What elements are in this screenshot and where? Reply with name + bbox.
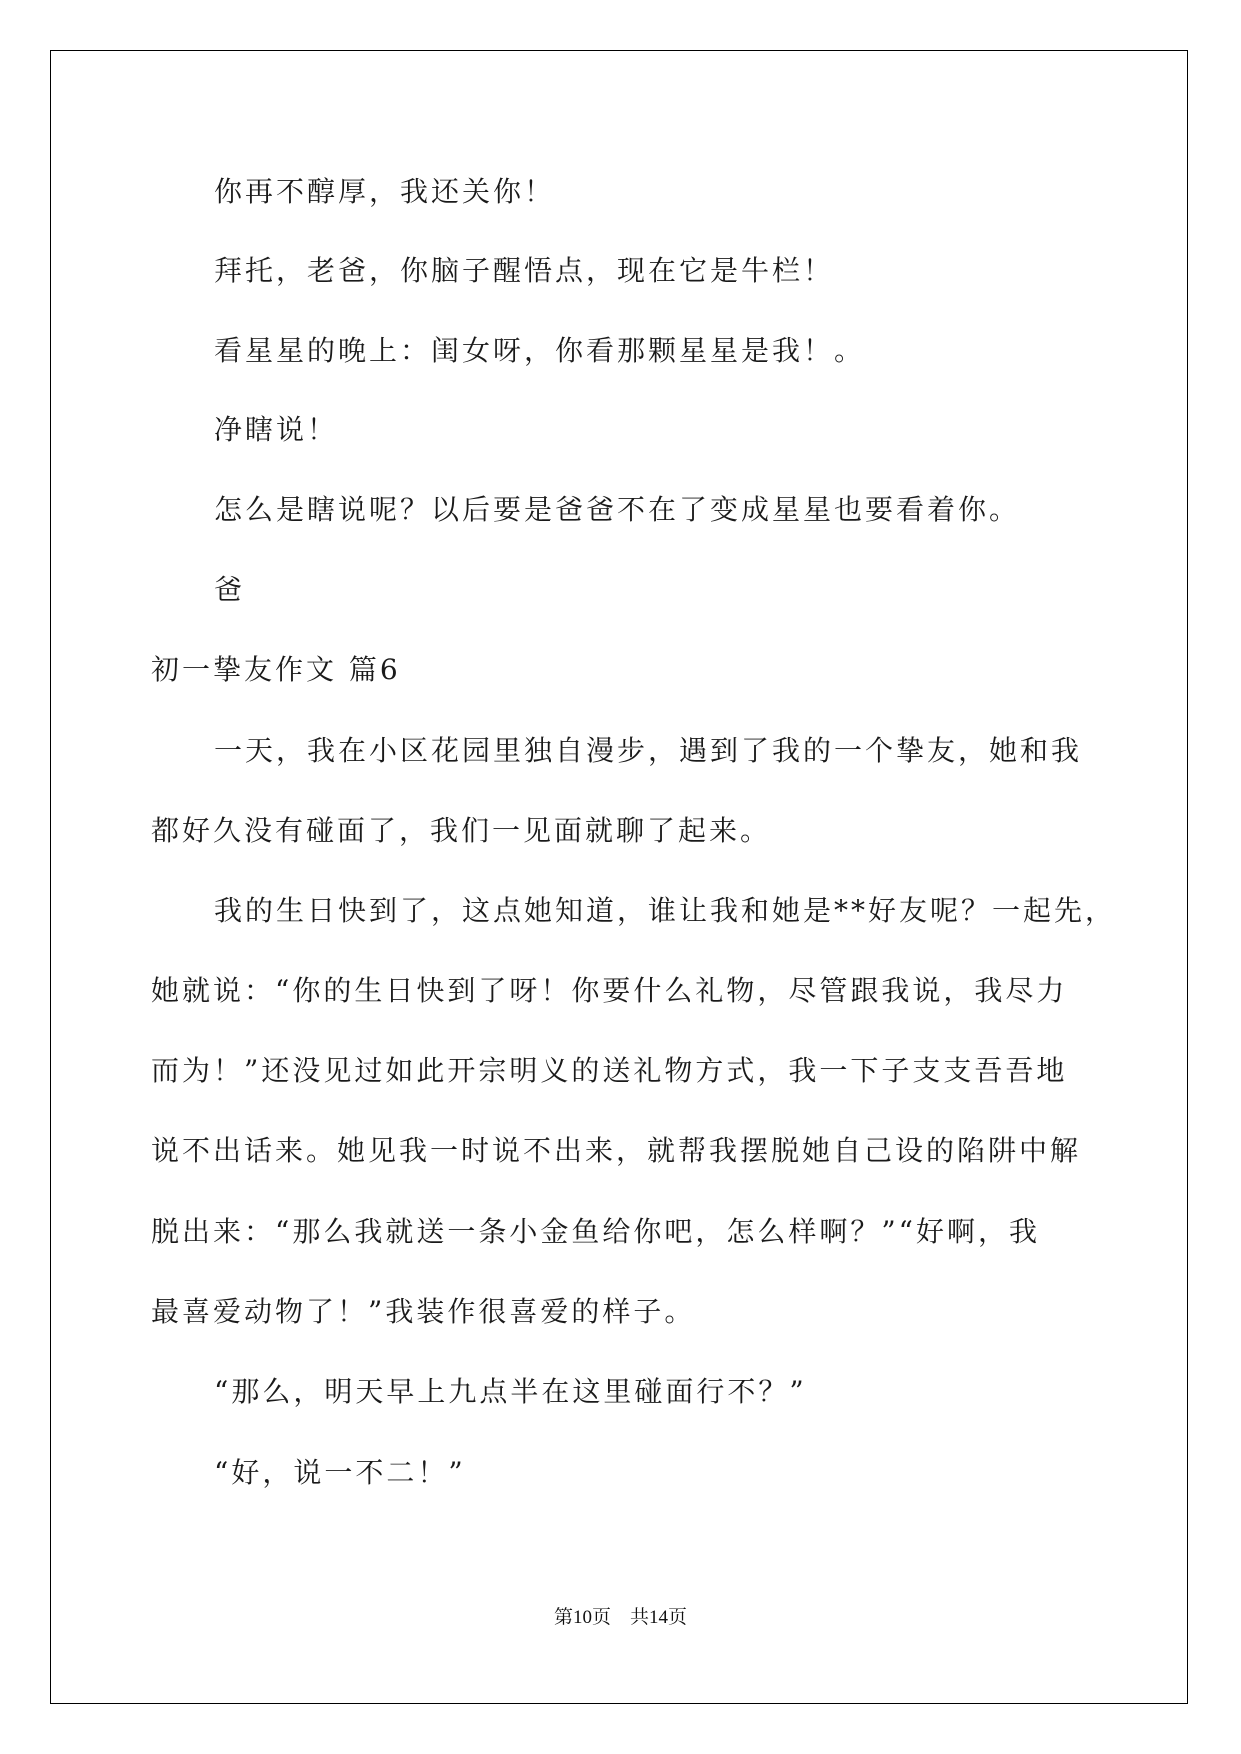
- text-line: 说不出话来。她见我一时说不出来，就帮我摆脱她自己设的陷阱中解: [151, 1134, 1082, 1167]
- text-line: 都好久没有碰面了，我们一见面就聊了起来。: [151, 814, 772, 847]
- page-footer: [0, 1602, 1241, 1629]
- section-heading: 初一挚友作文 篇6: [151, 653, 401, 686]
- text-line: 你再不醇厚，我还关你！: [214, 175, 556, 208]
- text-line: 一天，我在小区花园里独自漫步，遇到了我的一个挚友，她和我: [214, 734, 1083, 767]
- text-line: “那么，明天早上九点半在这里碰面行不？”: [214, 1375, 807, 1408]
- text-line: 看星星的晚上：闺女呀，你看那颗星星是我！。: [214, 334, 866, 367]
- text-line: “好，说一不二！”: [214, 1456, 466, 1489]
- text-line: 而为！”还没见过如此开宗明义的送礼物方式，我一下子支支吾吾地: [151, 1054, 1068, 1087]
- page-number: 第10页 共14页: [553, 1607, 687, 1628]
- text-line: 脱出来：“那么我就送一条小金鱼给你吧，怎么样啊？”“好啊，我: [151, 1215, 1040, 1248]
- text-line: 最喜爱动物了！”我装作很喜爱的样子。: [151, 1295, 696, 1328]
- text-line: 净瞎说！: [214, 413, 339, 446]
- text-line: 爸: [214, 573, 246, 606]
- text-line: 怎么是瞎说呢？以后要是爸爸不在了变成星星也要看着你。: [214, 493, 1021, 526]
- text-line: 拜托，老爸，你脑子醒悟点，现在它是牛栏！: [214, 254, 835, 287]
- text-line: 我的生日快到了，这点她知道，谁让我和她是**好友呢？一起先，: [214, 894, 1117, 927]
- text-line: 她就说：“你的生日快到了呀！你要什么礼物，尽管跟我说，我尽力: [151, 974, 1068, 1007]
